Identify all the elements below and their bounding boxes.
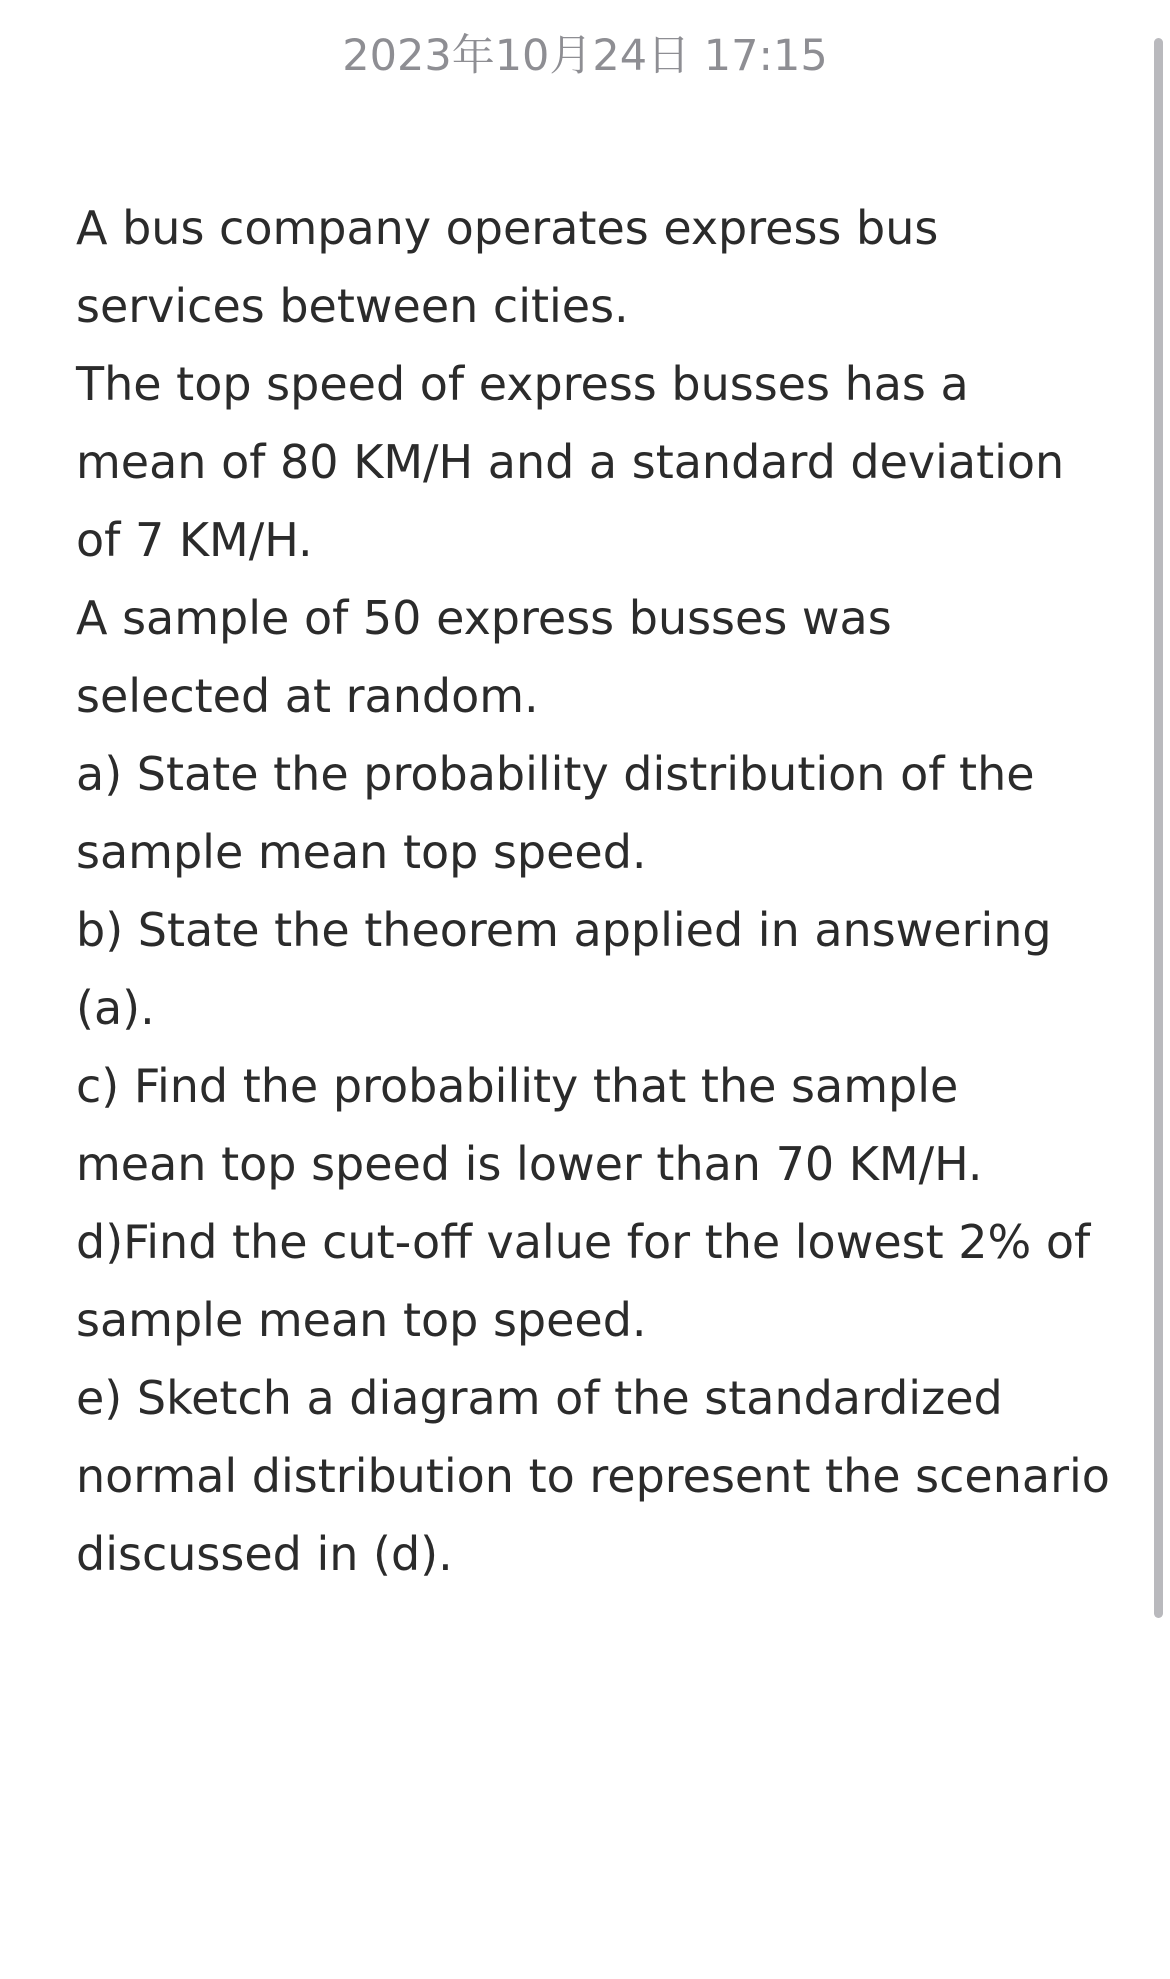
note-line: The top speed of express busses has a xyxy=(76,357,969,411)
note-line: services between cities. xyxy=(76,279,629,333)
note-line: discussed in (d). xyxy=(76,1527,453,1581)
note-line: b) State the theorem applied in answering xyxy=(76,903,1052,957)
note-line: mean top speed is lower than 70 KM/H. xyxy=(76,1137,983,1191)
note-timestamp: 2023年10月24日 17:15 xyxy=(342,31,828,81)
note-line: mean of 80 KM/H and a standard deviation xyxy=(76,435,1065,489)
note-body[interactable] xyxy=(76,189,1116,1593)
note-line: normal distribution to represent the scenario xyxy=(76,1449,1110,1503)
vertical-scrollbar[interactable] xyxy=(1150,0,1170,1979)
note-line: a) State the probability distribution of the xyxy=(76,747,1035,801)
note-line: c) Find the probability that the sample xyxy=(76,1059,959,1113)
note-line: sample mean top speed. xyxy=(76,825,647,879)
note-line: d)Find the cut-off value for the lowest 2% of xyxy=(76,1215,1091,1269)
note-line: A bus company operates express bus xyxy=(76,201,939,255)
scrollbar-thumb[interactable] xyxy=(1154,38,1163,1618)
note-line: e) Sketch a diagram of the standardized xyxy=(76,1371,1003,1425)
note-line: A sample of 50 express busses was xyxy=(76,591,892,645)
note-line: (a). xyxy=(76,981,155,1035)
note-line: of 7 KM/H. xyxy=(76,513,313,567)
note-line: selected at random. xyxy=(76,669,539,723)
note-line: sample mean top speed. xyxy=(76,1293,647,1347)
